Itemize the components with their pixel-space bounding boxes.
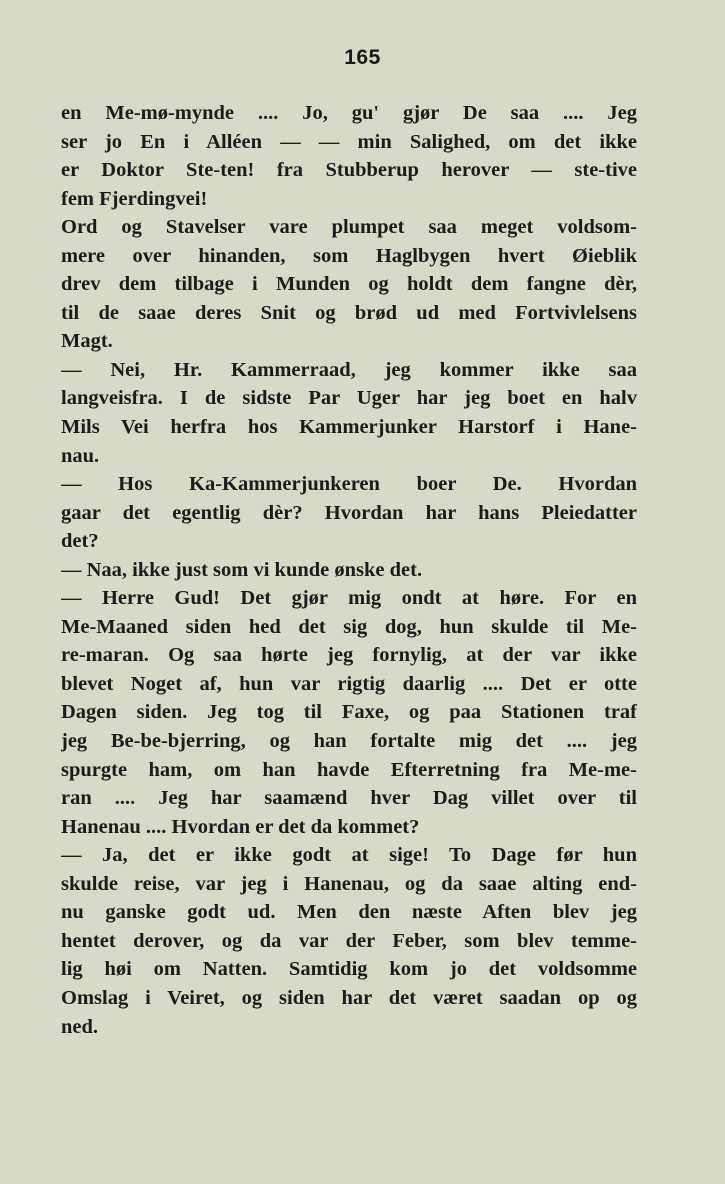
- page-number: 165: [344, 46, 381, 69]
- text-line: Omslag i Veiret, og siden har det været saadan op og: [61, 986, 637, 1009]
- text-line: nau.: [61, 444, 100, 467]
- text-line: hentet derover, og da var der Feber, som blev temme-: [61, 929, 637, 952]
- text-line: til de saae deres Snit og brød ud med Fortvivlelsens: [61, 301, 637, 324]
- text-line: Dagen siden. Jeg tog til Faxe, og paa Stationen traf: [61, 701, 637, 724]
- text-line: drev dem tilbage i Munden og holdt dem fangne dèr,: [61, 273, 637, 296]
- text-line: re-maran. Og saa hørte jeg fornylig, at der var ikke: [61, 644, 637, 667]
- text-line: ser jo En i Alléen — — min Salighed, om det ikke: [61, 130, 637, 153]
- text-line: — Herre Gud! Det gjør mig ondt at høre. For en: [61, 587, 637, 610]
- text-line: nu ganske godt ud. Men den næste Aften blev jeg: [61, 901, 637, 924]
- text-line: Ord og Stavelser vare plumpet saa meget voldsom-: [61, 216, 637, 239]
- text-line: lig høi om Natten. Samtidig kom jo det voldsomme: [61, 958, 637, 981]
- body-text: [61, 99, 637, 1041]
- text-line: skulde reise, var jeg i Hanenau, og da saae alting end-: [61, 872, 637, 895]
- text-line: jeg Be-be-bjerring, og han fortalte mig det .... jeg: [61, 730, 637, 753]
- text-line: langveisfra. I de sidste Par Uger har jeg boet en halv: [61, 387, 637, 410]
- text-line: en Me-mø-mynde .... Jo, gu' gjør De saa .... Jeg: [61, 102, 637, 124]
- text-line: ned.: [61, 1015, 99, 1038]
- text-line: Magt.: [61, 330, 113, 353]
- text-line: mere over hinanden, som Haglbygen hvert Øieblik: [61, 244, 637, 267]
- text-line: fem Fjerdingvei!: [61, 187, 208, 210]
- text-line: gaar det egentlig dèr? Hvordan har hans Pleiedatter: [61, 501, 637, 524]
- text-line: — Hos Ka-Kammerjunkeren boer De. Hvordan: [61, 473, 637, 496]
- text-line: Me-Maaned siden hed det sig dog, hun skulde til Me-: [61, 615, 637, 638]
- text-line: spurgte ham, om han havde Efterretning fra Me-me-: [61, 758, 637, 781]
- text-line: — Naa, ikke just som vi kunde ønske det.: [61, 558, 423, 581]
- text-line: Mils Vei herfra hos Kammerjunker Harstorf i Hane-: [61, 416, 637, 439]
- text-line: Hanenau .... Hvordan er det da kommet?: [61, 815, 420, 838]
- text-line: — Nei, Hr. Kammerraad, jeg kommer ikke saa: [61, 358, 637, 381]
- text-line: det?: [61, 530, 99, 553]
- text-line: er Doktor Ste-ten! fra Stubberup herover — ste-tive: [61, 159, 637, 182]
- text-line: — Ja, det er ikke godt at sige! To Dage før hun: [61, 844, 637, 867]
- text-line: blevet Noget af, hun var rigtig daarlig .... Det er otte: [61, 672, 637, 695]
- text-line: ran .... Jeg har saamænd hver Dag villet over til: [61, 787, 637, 810]
